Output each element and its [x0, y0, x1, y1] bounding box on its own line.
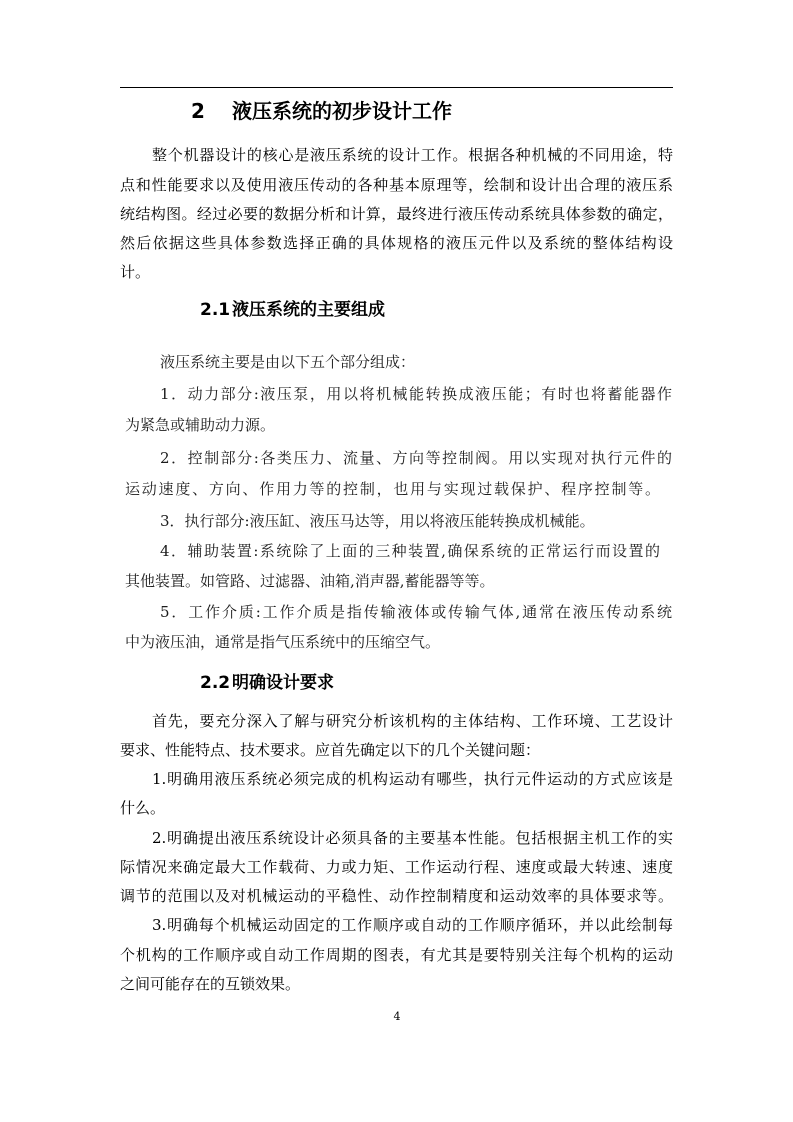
section-title: 明确设计要求	[232, 673, 334, 693]
paragraph-line: 调节的范围以及对机械运动的平稳性、动作控制精度和运动效率的具体要求等。	[120, 887, 673, 905]
list-item-line: 4．辅助装置:系统除了上面的三种装置,确保系统的正常运行而设置的	[160, 542, 660, 560]
paragraph-line: 统结构图。经过必要的数据分析和计算，最终进行液压传动系统具体参数的确定，	[120, 205, 673, 223]
paragraph-line: 个机构的工作顺序或自动工作周期的图表，有尤其是要特别关注每个机构的运动	[120, 946, 673, 964]
list-item-line: 其他装置。如管路、过滤器、油箱,消声器,蓄能器等等。	[125, 572, 495, 590]
chapter-number: 2	[191, 99, 205, 123]
paragraph-line: 要求、性能特点、技术要求。应首先确定以下的几个关键问题：	[120, 741, 541, 759]
list-item-line: 1．动力部分:液压泵，用以将机械能转换成液压能；有时也将蓄能器作	[160, 385, 672, 403]
list-item-line: 2．控制部分:各类压力、流量、方向等控制阀。用以实现对执行元件的	[160, 449, 672, 467]
paragraph-line: 1.明确用液压系统必须完成的机构运动有哪些，执行元件运动的方式应该是	[152, 770, 673, 788]
paragraph-line: 计。	[120, 263, 151, 281]
paragraph-line: 3.明确每个机械运动固定的工作顺序或自动的工作顺序循环，并以此绘制每	[152, 916, 673, 934]
paragraph-line: 首先，要充分深入了解与研究分析该机构的主体结构、工作环境、工艺设计	[152, 712, 673, 730]
section-title: 液压系统的主要组成	[232, 300, 385, 320]
paragraph-line: 之间可能存在的互锁效果。	[120, 975, 301, 993]
list-item-line: 3．执行部分:液压缸、液压马达等，用以将液压能转换成机械能。	[160, 512, 595, 530]
list-item-line: 中为液压油，通常是指气压系统中的压缩空气。	[125, 633, 441, 651]
paragraph-line: 整个机器设计的核心是液压系统的设计工作。根据各种机械的不同用途，特	[152, 146, 673, 164]
paragraph-line: 2.明确提出液压系统设计必须具备的主要基本性能。包括根据主机工作的实	[152, 829, 673, 847]
list-item-line: 5．工作介质:工作介质是指传输液体或传输气体,通常在液压传动系统	[160, 603, 672, 621]
paragraph-line: 然后依据这些具体参数选择正确的具体规格的液压元件以及系统的整体结构设	[120, 234, 673, 252]
section-number: 2.1	[200, 300, 231, 320]
paragraph-line: 际情况来确定最大工作载荷、力或力矩、工作运动行程、速度或最大转速、速度	[120, 858, 673, 876]
list-intro-line: 液压系统主要是由以下五个部分组成：	[160, 353, 416, 371]
paragraph-line: 什么。	[120, 799, 166, 817]
list-item-line: 为紧急或辅助动力源。	[125, 416, 276, 434]
page-number: 4	[393, 1010, 401, 1023]
chapter-title: 液压系统的初步设计工作	[232, 99, 452, 123]
header-rule	[120, 87, 673, 88]
section-number: 2.2	[200, 673, 231, 693]
paragraph-line: 点和性能要求以及使用液压传动的各种基本原理等，绘制和设计出合理的液压系	[120, 176, 673, 194]
list-item-line: 运动速度、方向、作用力等的控制，也用与实现过载保护、程序控制等。	[125, 480, 660, 498]
